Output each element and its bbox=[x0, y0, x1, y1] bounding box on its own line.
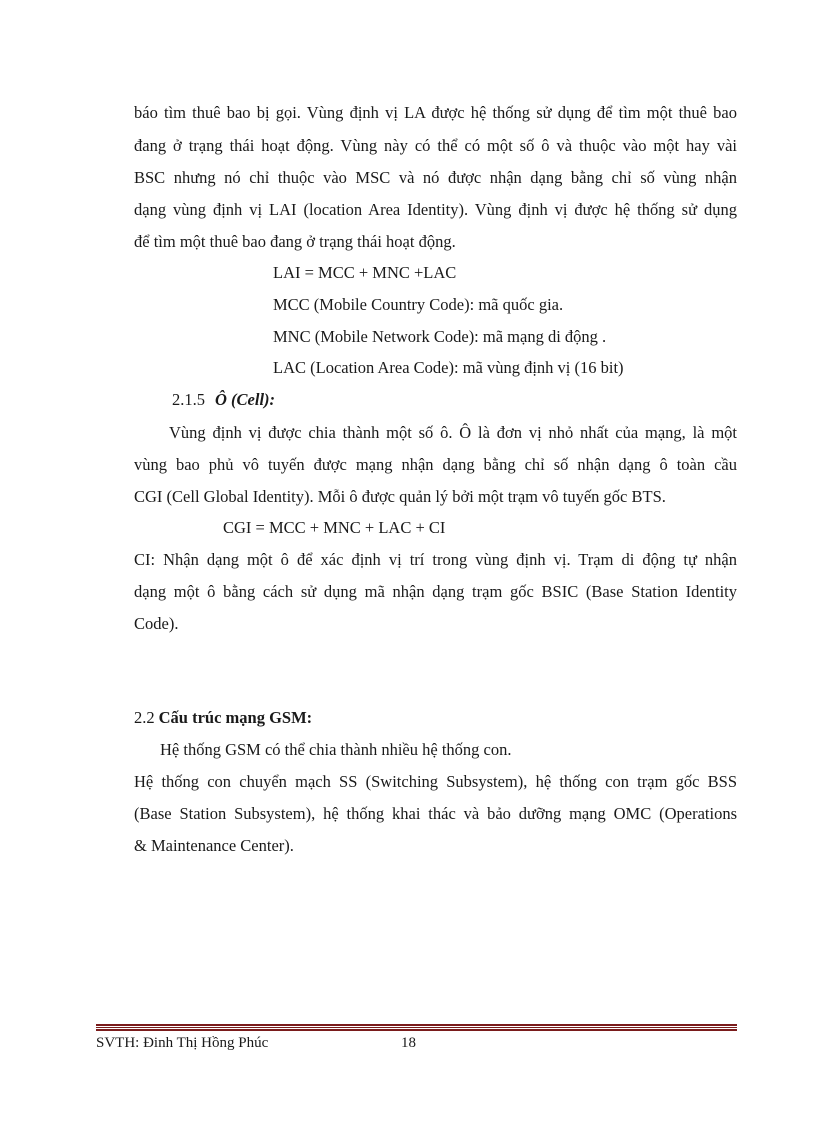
paragraph-line: dạng vùng định vị LAI (location Area Identity). Vùng định vị được hệ thống sử dụng bbox=[134, 200, 737, 219]
formula-line: MCC (Mobile Country Code): mã quốc gia. bbox=[273, 295, 564, 314]
paragraph-line: để tìm một thuê bao đang ở trạng thái hoạt động. bbox=[134, 232, 456, 251]
paragraph-line: Hệ thống con chuyển mạch SS (Switching Subsystem), hệ thống con trạm gốc BSS bbox=[134, 772, 737, 791]
section-title: Cấu trúc mạng GSM: bbox=[158, 708, 313, 727]
paragraph-line: đang ở trạng thái hoạt động. Vùng này có thể có một số ô và thuộc vào một hay vài bbox=[134, 136, 737, 155]
paragraph-line: CGI (Cell Global Identity). Mỗi ô được quản lý bởi một trạm vô tuyến gốc BTS. bbox=[134, 487, 666, 506]
footer-rule bbox=[96, 1024, 737, 1031]
footer-author: SVTH: Đinh Thị Hồng Phúc bbox=[96, 1035, 269, 1051]
section-heading-2-2 bbox=[134, 708, 312, 728]
paragraph-line: (Base Station Subsystem), hệ thống khai thác và bảo dưỡng mạng OMC (Operations bbox=[134, 804, 737, 823]
section-number: 2.1.5 bbox=[172, 390, 205, 409]
paragraph-line: vùng bao phủ vô tuyến được mạng nhận dạng bằng chỉ số nhận dạng ô toàn cầu bbox=[134, 455, 737, 474]
paragraph-line: & Maintenance Center). bbox=[134, 836, 294, 855]
paragraph-line: CI: Nhận dạng một ô để xác định vị trí trong vùng định vị. Trạm di động tự nhận bbox=[134, 550, 737, 569]
paragraph-line: dạng một ô bằng cách sử dụng mã nhận dạng trạm gốc BSIC (Base Station Identity bbox=[134, 582, 737, 601]
formula-line: MNC (Mobile Network Code): mã mạng di động . bbox=[273, 327, 607, 346]
formula-line: LAI = MCC + MNC +LAC bbox=[273, 263, 457, 282]
paragraph-line: BSC nhưng nó chỉ thuộc vào MSC và nó được nhận dạng bằng chỉ số vùng nhận bbox=[134, 168, 737, 187]
formula-line: CGI = MCC + MNC + LAC + CI bbox=[223, 518, 446, 537]
section-number: 2.2 bbox=[134, 708, 155, 727]
section-heading-2-1-5 bbox=[172, 390, 275, 410]
paragraph-line: Code). bbox=[134, 614, 179, 633]
paragraph-line: Hệ thống GSM có thể chia thành nhiều hệ thống con. bbox=[160, 740, 512, 759]
paragraph-line: báo tìm thuê bao bị gọi. Vùng định vị LA được hệ thống sử dụng để tìm một thuê bao bbox=[134, 103, 737, 122]
page-number: 18 bbox=[401, 1035, 416, 1051]
formula-line: LAC (Location Area Code): mã vùng định vị (16 bit) bbox=[273, 358, 624, 377]
section-title: Ô (Cell): bbox=[215, 390, 276, 409]
paragraph-line: Vùng định vị được chia thành một số ô. Ô là đơn vị nhỏ nhất của mạng, là một bbox=[169, 423, 737, 442]
